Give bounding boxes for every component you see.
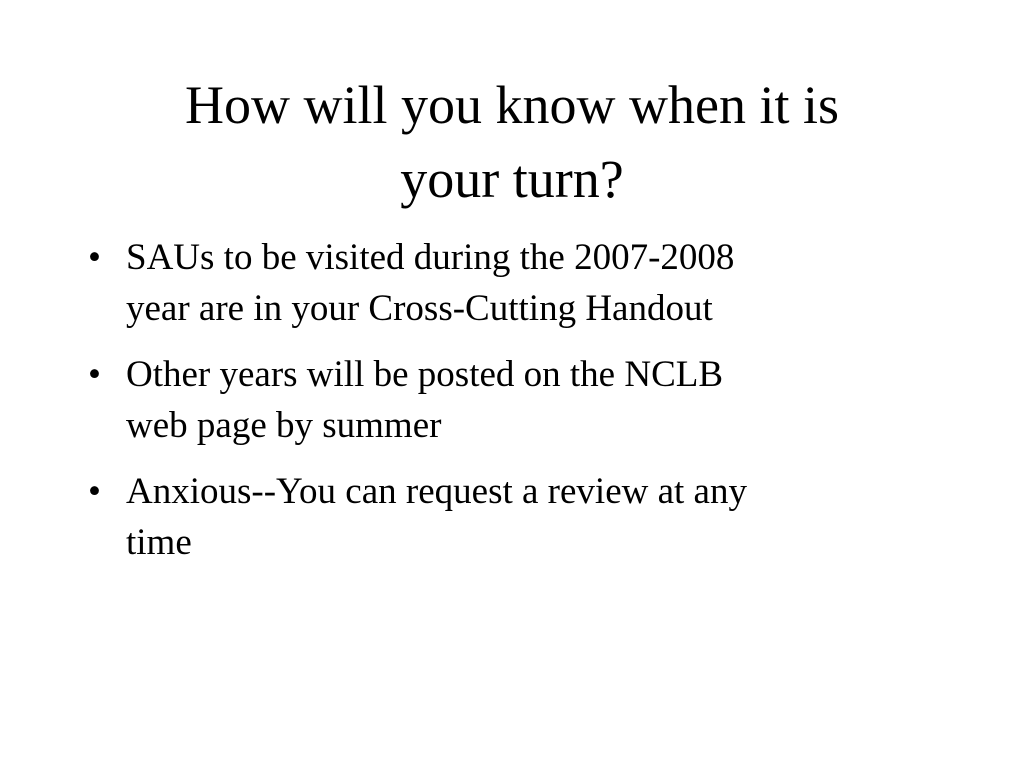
bullet-text [126, 232, 928, 334]
slide-title-line: How will you know when it is [185, 75, 839, 135]
bullet-text-line: Other years will be posted on the NCLB [126, 354, 724, 395]
slide-title-line: your turn? [400, 149, 624, 209]
slide-title [80, 68, 944, 216]
bullet-text-line: year are in your Cross-Cutting Handout [126, 288, 713, 329]
bullet-text [126, 349, 928, 451]
bullet-item [88, 466, 928, 568]
bullet-list [88, 232, 928, 583]
bullet-text-line: SAUs to be visited during the 2007-2008 [126, 237, 735, 278]
bullet-marker: • [88, 471, 101, 512]
bullet-text-line: web page by summer [126, 405, 442, 446]
bullet-marker: • [88, 237, 101, 278]
bullet-item [88, 232, 928, 334]
bullet-text-line: Anxious--You can request a review at any [126, 471, 747, 512]
bullet-text [126, 466, 928, 568]
bullet-item [88, 349, 928, 451]
bullet-text-line: time [126, 522, 192, 563]
bullet-marker: • [88, 354, 101, 395]
